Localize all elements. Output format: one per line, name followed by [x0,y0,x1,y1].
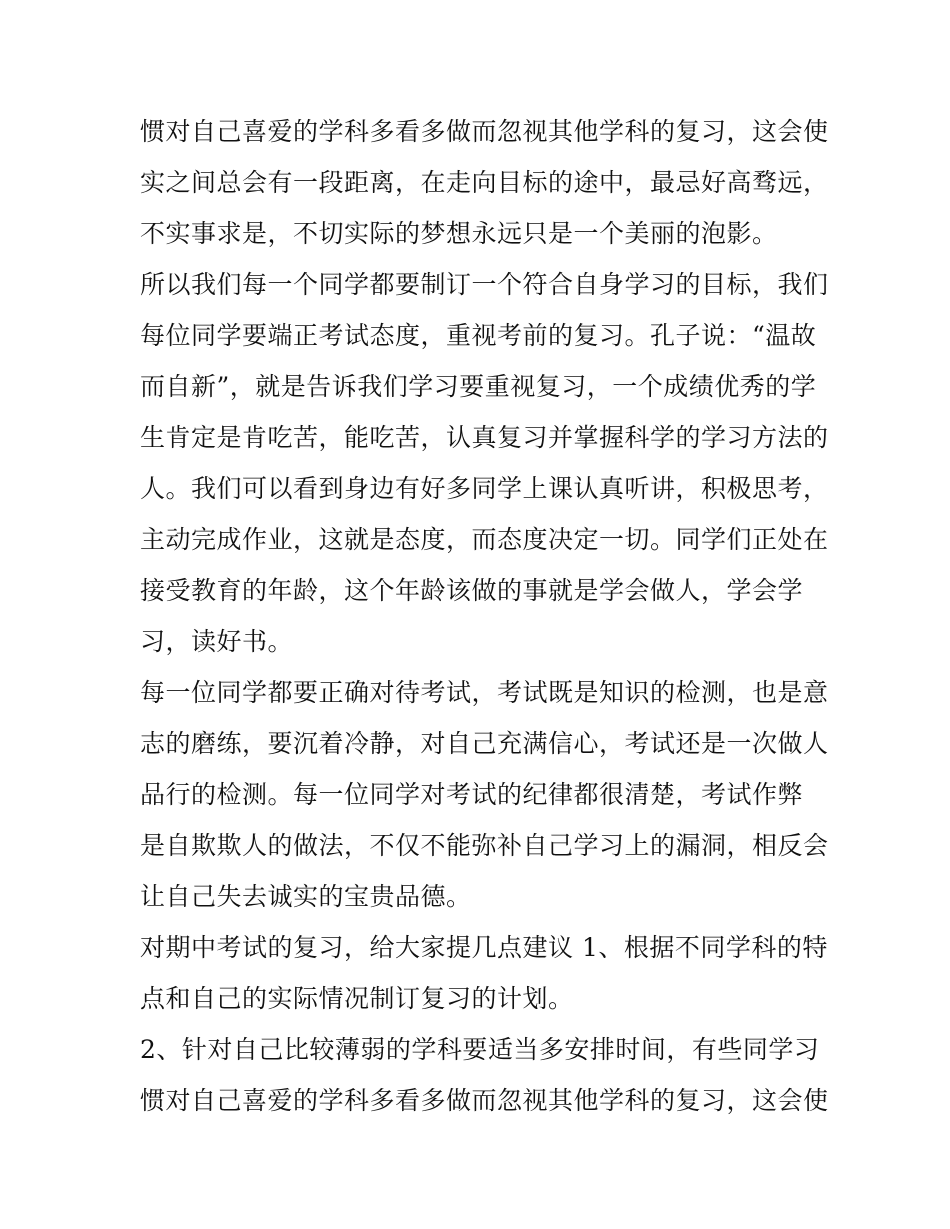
document-body [140,106,830,1126]
text-line: 2、针对自己比较薄弱的学科要适当多安排时间，有些同学习 [140,1035,820,1064]
text-line: 点和自己的实际情况制订复习的计划。 [140,984,574,1013]
text-line: 品行的检测。每一位同学对考试的纪律都很清楚，考试作弊 [140,780,804,809]
text-line: 志的磨练，要沉着冷静，对自己充满信心，考试还是一次做人 [140,729,829,758]
text-line: 而自新”，就是告诉我们学习要重视复习，一个成绩优秀的学 [140,372,817,401]
text-line: 主动完成作业，这就是态度，而态度决定一切。同学们正处在 [140,525,829,554]
text-line: 实之间总会有一段距离，在走向目标的途中，最忌好高骛远， [140,168,829,197]
text-line: 生肯定是肯吃苦，能吃苦，认真复习并掌握科学的学习方法的 [140,423,829,452]
text-line: 接受教育的年龄，这个年龄该做的事就是学会做人，学会学 [140,576,804,605]
text-line: 习，读好书。 [140,627,294,656]
text-line: 惯对自己喜爱的学科多看多做而忽视其他学科的复习，这会使 [140,1086,829,1115]
text-line: 是自欺欺人的做法，不仅不能弥补自己学习上的漏洞，相反会 [140,831,829,860]
text-line: 让自己失去诚实的宝贵品德。 [140,882,472,911]
text-line: 不实事求是，不切实际的梦想永远只是一个美丽的泡影。 [140,219,778,248]
text-line: 人。我们可以看到身边有好多同学上课认真听讲，积极思考， [140,474,829,503]
text-line: 对期中考试的复习，给大家提几点建议 1、根据不同学科的特 [140,933,828,962]
text-line: 每位同学要端正考试态度，重视考前的复习。孔子说：“温故 [140,321,817,350]
text-line: 所以我们每一个同学都要制订一个符合自身学习的目标，我们 [140,270,829,299]
text-line: 每一位同学都要正确对待考试，考试既是知识的检测，也是意 [140,678,829,707]
text-line: 惯对自己喜爱的学科多看多做而忽视其他学科的复习，这会使 [140,117,829,146]
